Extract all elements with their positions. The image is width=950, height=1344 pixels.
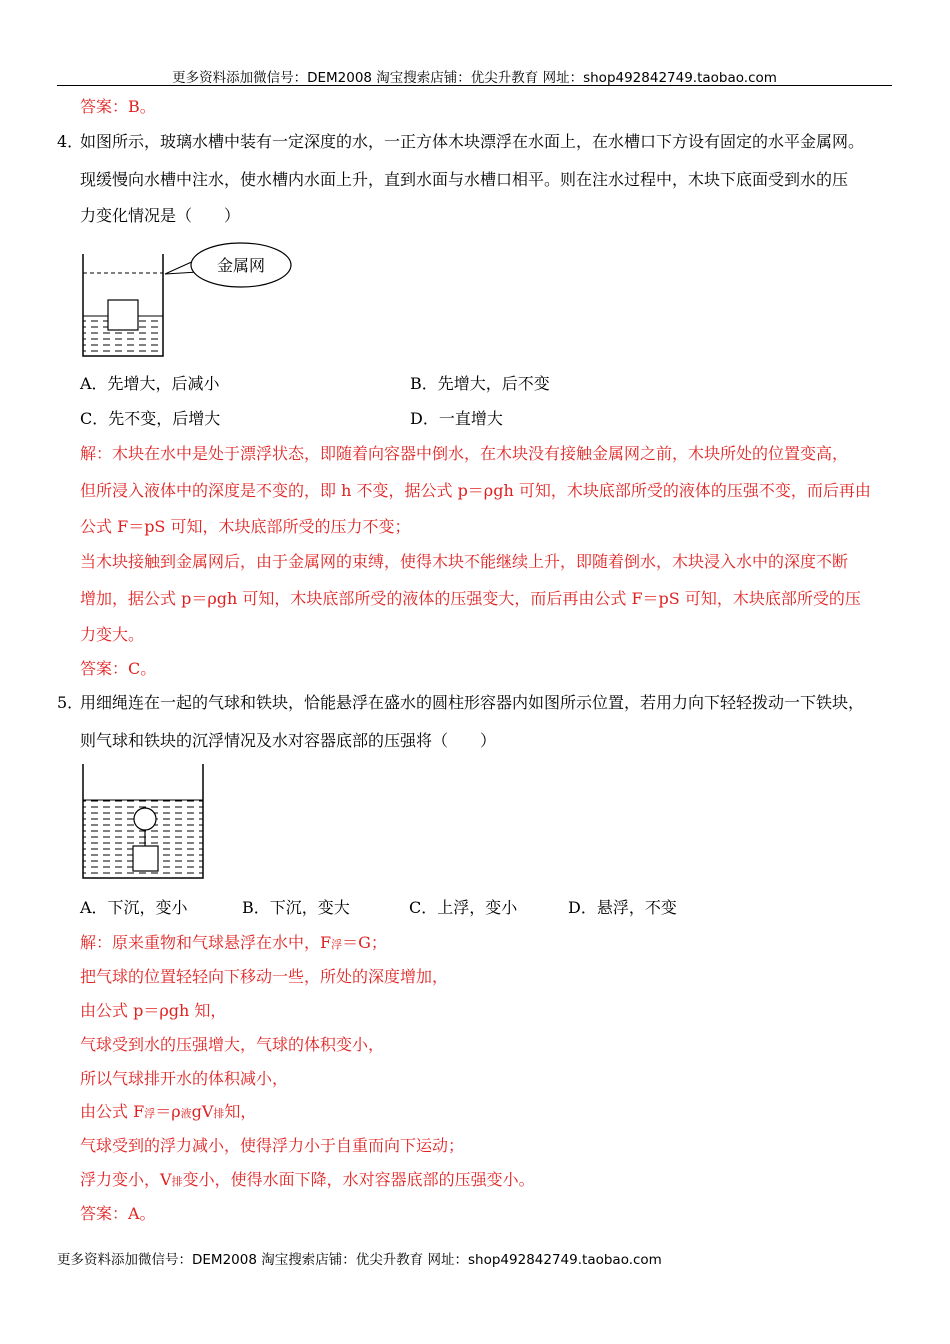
q5-solution-line-4: 气球受到水的压强增大，气球的体积变小， xyxy=(80,1035,385,1054)
q5-option-a[interactable]: A．下沉，变小 xyxy=(80,898,188,917)
q5-solution-line-5: 所以气球排开水的体积减小， xyxy=(80,1069,289,1088)
q5-option-b[interactable]: B．下沉，变大 xyxy=(242,898,350,917)
q5-solution-line-7: 气球受到的浮力减小，使得浮力小于自重而向下运动； xyxy=(80,1136,465,1155)
header-divider xyxy=(57,85,892,86)
q4-solution-line-5: 增加，据公式 p＝ρgh 可知，木块底部所受的液体的压强变大，而后再由公式 F＝pS 可知，木块底部所受的压 xyxy=(80,589,861,608)
previous-answer: 答案：B。 xyxy=(80,97,156,116)
q5-solution-line-3: 由公式 p＝ρgh 知， xyxy=(80,1001,227,1020)
q4-solution-line-2: 但所浸入液体中的深度是不变的，即 h 不变，据公式 p＝ρgh 可知，木块底部所受的液体的压强不变，而后再由 xyxy=(80,481,871,500)
page-footer: 更多资料添加微信号：DEM2008 淘宝搜索店铺：优尖升教育 网址：shop492842749.taobao.com xyxy=(57,1252,662,1268)
q5-option-c[interactable]: C．上浮，变小 xyxy=(409,898,518,917)
q4-option-b[interactable]: B．先增大，后不变 xyxy=(410,374,550,393)
q4-solution-line-3: 公式 F＝pS 可知，木块底部所受的压力不变； xyxy=(80,517,411,536)
q4-answer: 答案：C。 xyxy=(80,659,157,678)
q4-solution-line-1: 解：木块在水中是处于漂浮状态，即随着向容器中倒水，在木块没有接触金属网之前，木块所处的位置变高， xyxy=(80,444,849,463)
q4-solution-line-4: 当木块接触到金属网后，由于金属网的束缚，使得木块不能继续上升，即随着倒水，木块浸入水中的深度不断 xyxy=(80,552,849,571)
q5-stem-line-2: 则气球和铁块的沉浮情况及水对容器底部的压强将（ ） xyxy=(80,731,497,750)
q5-stem-line-1: 用细绳连在一起的气球和铁块，恰能悬浮在盛水的圆柱形容器内如图所示位置，若用力向下轻轻拨动一下铁块， xyxy=(80,693,865,712)
q4-number: 4． xyxy=(57,132,84,151)
q4-option-d[interactable]: D．一直增大 xyxy=(410,409,503,428)
q5-number: 5． xyxy=(57,693,84,712)
q5-option-d[interactable]: D．悬浮，不变 xyxy=(568,898,677,917)
q5-solution-line-6: 由公式 F浮＝ρ液gV排知， xyxy=(80,1102,257,1121)
q5-iron-block xyxy=(133,846,158,871)
q4-stem-line-2: 现缓慢向水槽中注水，使水槽内水面上升，直到水面与水槽口相平。则在注水过程中，木块下底面受到水的压 xyxy=(80,170,849,189)
q5-solution-line-1: 解：原来重物和气球悬浮在水中，F浮＝G； xyxy=(80,933,387,952)
q4-solution-line-6: 力变大。 xyxy=(80,625,145,644)
q4-option-c[interactable]: C．先不变，后增大 xyxy=(80,409,221,428)
q4-figure-water-tank xyxy=(78,240,300,362)
q4-stem-line-3: 力变化情况是（ ） xyxy=(80,206,241,225)
q5-solution-line-8: 浮力变小，V排变小，使得水面下降，水对容器底部的压强变小。 xyxy=(80,1170,535,1189)
q5-solution-line-2: 把气球的位置轻轻向下移动一些，所处的深度增加， xyxy=(80,967,449,986)
q5-figure-balloon-container xyxy=(78,762,210,884)
page-header: 更多资料添加微信号：DEM2008 淘宝搜索店铺：优尖升教育 网址：shop492842749.taobao.com xyxy=(172,70,777,86)
q4-stem-line-1: 如图所示，玻璃水槽中装有一定深度的水，一正方体木块漂浮在水面上，在水槽口下方设有固定的水平金属网。 xyxy=(80,132,865,151)
q4-callout-label: 金属网 xyxy=(216,256,266,275)
q4-option-a[interactable]: A．先增大，后减小 xyxy=(80,374,220,393)
q5-answer: 答案：A。 xyxy=(80,1204,156,1223)
q4-wood-block xyxy=(108,300,138,330)
q5-balloon xyxy=(134,808,156,830)
